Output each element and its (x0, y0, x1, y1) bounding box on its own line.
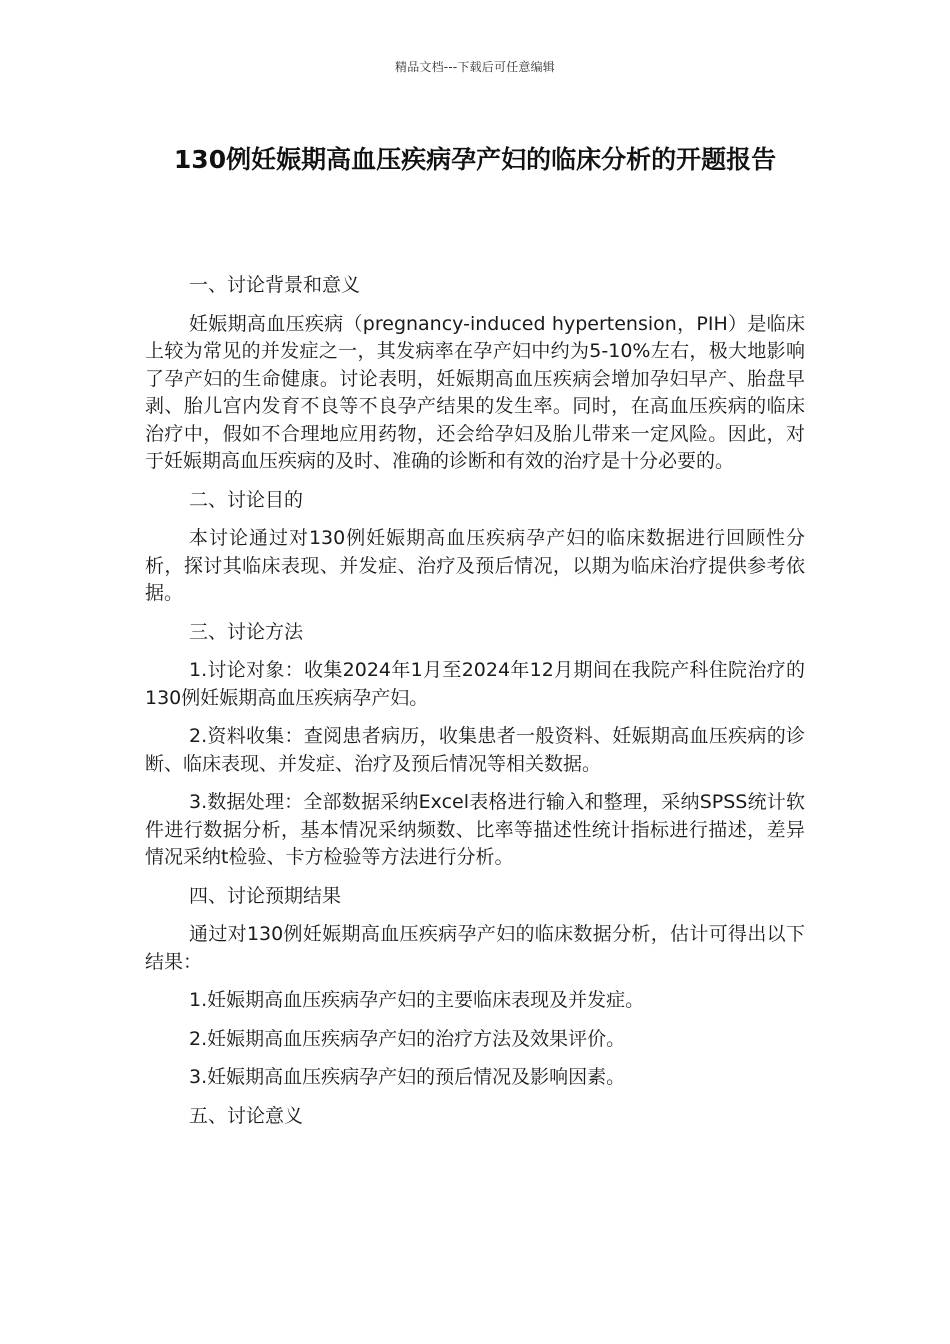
document-body (145, 272, 805, 1130)
paragraph-expected-results: 通过对130例妊娠期高血压疾病孕产妇的临床数据分析，估计可得出以下结果： (145, 923, 805, 973)
paragraph-methods-processing: 3.数据处理：全部数据采纳Excel表格进行输入和整理，采纳SPSS统计软件进行数据分析，基本情况采纳频数、比率等描述性统计指标进行描述，差异情况采纳t检验、卡方检验等方法进行分析。 (145, 791, 805, 868)
section-heading-expected-results: 四、讨论预期结果 (189, 884, 342, 907)
paragraph-methods-collection: 2.资料收集：查阅患者病历，收集患者一般资料、妊娠期高血压疾病的诊断、临床表现、并发症、治疗及预后情况等相关数据。 (145, 725, 805, 775)
header-note: 精品文档---下载后可任意编辑 (395, 60, 555, 74)
section-heading-purpose: 二、讨论目的 (189, 488, 304, 511)
paragraph-background: 妊娠期高血压疾病（pregnancy-induced hypertension，PIH）是临床上较为常见的并发症之一，其发病率在孕产妇中约为5-10%左右，极大地影响了孕产妇的生命健康。讨论表明，妊娠期高血压疾病会增加孕妇早产、胎盘早剥、胎儿宫内发育不良等不良孕产结果的发生率。同时，在高血压疾病的临床治疗中，假如不合理地应用药物，还会给孕妇及胎儿带来一定风险。因此，对于妊娠期高血压疾病的及时、准确的诊断和有效的治疗是十分必要的。 (145, 312, 805, 472)
paragraph-purpose: 本讨论通过对130例妊娠期高血压疾病孕产妇的临床数据进行回顾性分析，探讨其临床表现、并发症、治疗及预后情况，以期为临床治疗提供参考依据。 (145, 527, 805, 604)
paragraph-methods-subjects: 1.讨论对象：收集2024年1月至2024年12月期间在我院产科住院治疗的130例妊娠期高血压疾病孕产妇。 (145, 659, 805, 709)
document-title: 130例妊娠期高血压疾病孕产妇的临床分析的开题报告 (173, 145, 777, 174)
list-item-result-2: 2.妊娠期高血压疾病孕产妇的治疗方法及效果评价。 (189, 1027, 626, 1050)
list-item-result-3: 3.妊娠期高血压疾病孕产妇的预后情况及影响因素。 (189, 1066, 626, 1088)
list-item-result-1: 1.妊娠期高血压疾病孕产妇的主要临床表现及并发症。 (189, 989, 645, 1011)
section-heading-methods: 三、讨论方法 (189, 620, 304, 643)
section-heading-background: 一、讨论背景和意义 (189, 274, 361, 296)
section-heading-significance: 五、讨论意义 (189, 1104, 304, 1127)
